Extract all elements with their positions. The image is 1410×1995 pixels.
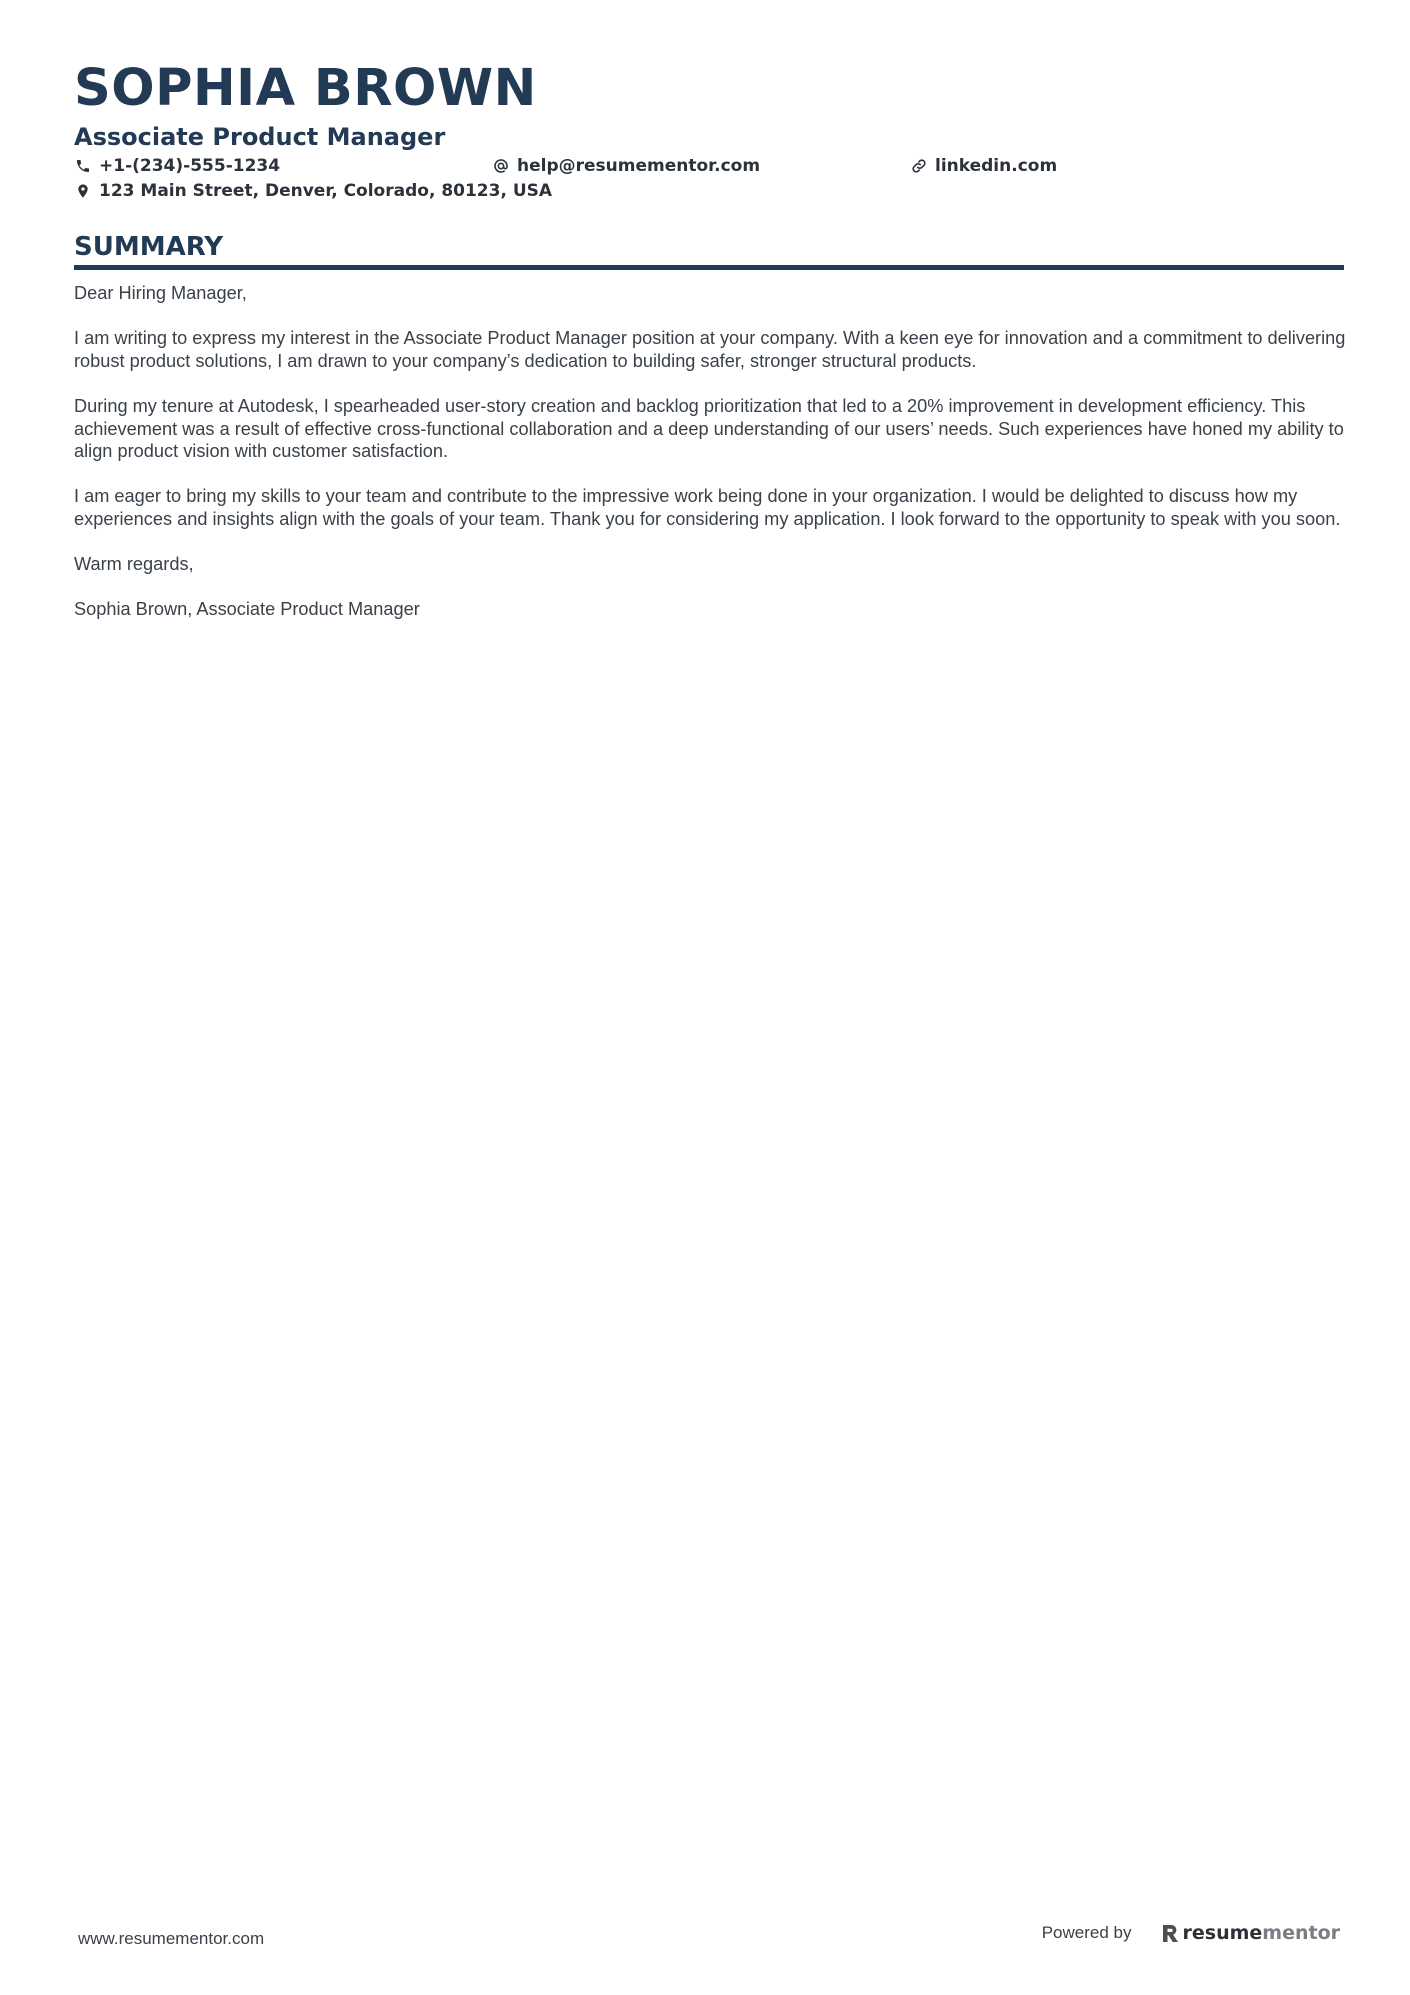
powered-by-label: Powered by [1041,1923,1132,1942]
header [74,58,1344,208]
contact-email [492,156,760,176]
link-icon [910,157,928,175]
signature: Sophia Brown, Associate Product Manager [74,599,420,620]
job-title: Associate Product Manager [74,123,446,151]
closing: Warm regards, [74,554,194,575]
footer-branding [1042,1922,1340,1944]
resumementor-logo-icon [1162,1923,1179,1943]
contact-info [74,156,1344,208]
map-pin-icon [74,182,92,200]
at-icon [492,157,510,175]
address-text: 123 Main Street, Denver, Colorado, 80123, USA [99,181,553,201]
brand-name-part2: mentor [1262,1922,1340,1944]
greeting: Dear Hiring Manager, [74,283,247,303]
footer-website[interactable]: www.resumementor.com [78,1929,265,1948]
contact-address [74,181,552,201]
contact-phone [74,156,280,176]
linkedin-link[interactable]: linkedin.com [935,156,1058,176]
paragraph: During my tenure at Autodesk, I spearheaded user-story creation and backlog prioritization that led to a 20% improvement in development efficiency. This achievement was a result of effective cross-functional collaboration and a deep understanding of our users’ needs. Such experiences have honed my ability to align product vision with customer satisfaction. [74,395,1344,462]
section-divider [74,265,1344,270]
phone-icon [74,157,92,175]
email-link[interactable]: help@resumementor.com [517,156,761,176]
candidate-name: SOPHIA BROWN [74,59,537,118]
paragraph: I am eager to bring my skills to your team and contribute to the impressive work being done in your organization. I would be delighted to discuss how my experiences and insights align with the goals of your team. Thank you for considering my application. I look forward to the opportunity to speak with you soon. [74,486,1341,529]
letter-body [74,282,1346,644]
brand-name-part1: resume [1182,1922,1263,1944]
phone-text: +1-(234)-555-1234 [99,156,281,176]
paragraph: I am writing to express my interest in the Associate Product Manager position at your company. With a keen eye for innovation and a commitment to delivering robust product solutions, I am drawn to your company’s dedication to building safer, stronger structural products. [74,328,1346,371]
brand-logo[interactable] [1162,1922,1341,1944]
contact-linkedin [910,156,1057,176]
section-title-summary: SUMMARY [74,232,224,262]
